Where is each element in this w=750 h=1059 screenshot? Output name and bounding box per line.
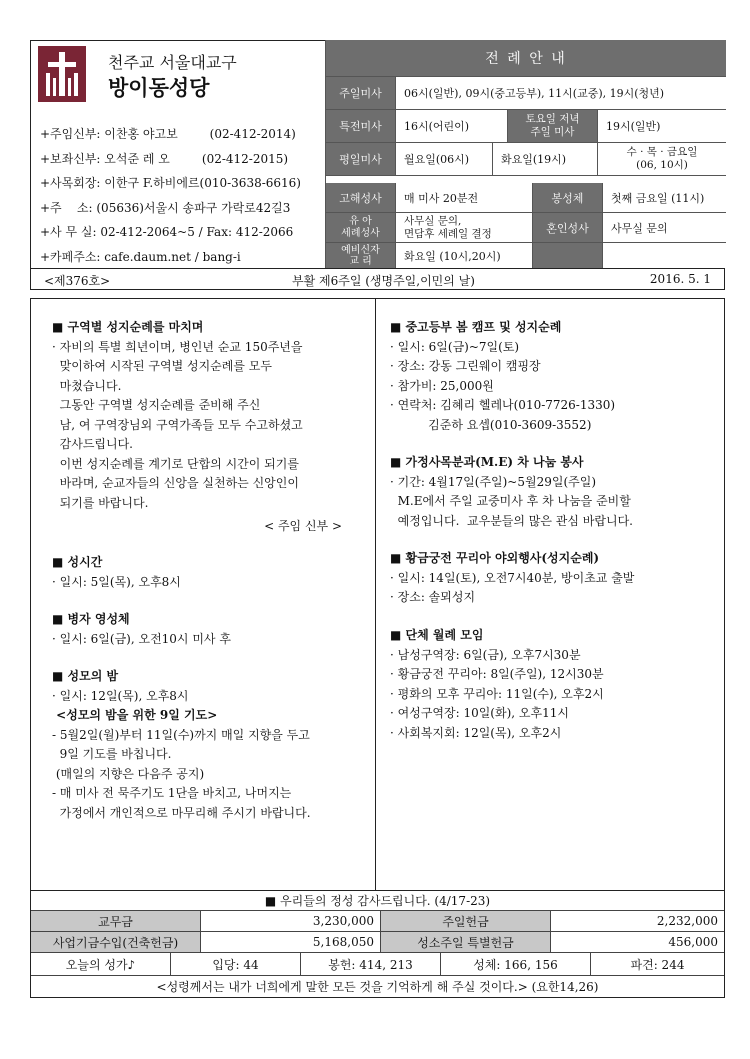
text-line: · 사회복지회: 12일(목), 오후2시 <box>390 725 562 740</box>
text-line: 마쳤습니다. <box>52 378 122 393</box>
text-line: · 참가비: 25,000원 <box>390 378 494 393</box>
offering-label: 주일헌금 <box>381 911 551 931</box>
text-line: 가정에서 개인적으로 마무리해 주시기 바랍니다. <box>52 805 311 820</box>
infant-baptism-label: 유 아 세례성사 <box>326 213 396 243</box>
text-line: 그동안 구역별 성지순례를 준비해 주신 <box>52 398 261 412</box>
section-youth-camp <box>390 318 720 435</box>
text-line: 맞이하여 시작된 구역별 성지순례를 모두 <box>52 359 272 373</box>
text-line: 되기를 바랍니다. <box>52 495 149 510</box>
adoration-value: 첫째 금요일 (11시) <box>603 183 726 213</box>
offering-label: 교무금 <box>31 911 201 931</box>
adoration-label: 봉성체 <box>533 183 603 213</box>
offering-row <box>31 932 724 953</box>
offering-amount: 456,000 <box>668 935 718 949</box>
empty-value-cell <box>603 243 726 268</box>
staff-row-address: +주 소: (05636)서울시 송파구 가락로42길3 <box>40 200 291 215</box>
hymn-entrance: 입당: 44 <box>171 953 301 975</box>
text-line: 바라며, 순교자들의 신앙을 실천하는 신앙인이 <box>52 476 299 490</box>
saturday-mass-label: 토요일 저녁 주일 미사 <box>508 110 598 143</box>
staff-row-cafe[interactable]: +카페주소: cafe.daum.net / bang-i <box>40 249 241 264</box>
text-line: · 여성구역장: 10일(화), 오후11시 <box>390 706 569 720</box>
section-mary-night <box>52 667 372 823</box>
signature: < 주임 신부 > <box>264 519 342 533</box>
section-title: ■ 성시간 <box>52 555 103 569</box>
text-line: 이번 성지순례를 계기로 단합의 시간이 되기를 <box>52 456 299 471</box>
text-line: · 장소: 강동 그린웨이 캠핑장 <box>390 359 541 373</box>
staff-info <box>40 122 301 269</box>
text-line: · 장소: 솔뫼성지 <box>390 590 476 604</box>
offering-amount: 3,230,000 <box>201 911 381 931</box>
confession-label: 고해성사 <box>326 183 396 213</box>
diocese-name: 천주교 서울대교구 <box>108 53 237 72</box>
special-mass-label: 특전미사 <box>326 110 396 143</box>
column-divider <box>375 298 376 890</box>
text-line: 김준하 요셉(010-3609-3552) <box>390 417 592 432</box>
hymn-row <box>31 953 724 976</box>
catechumen-label: 예비신자 교 리 <box>326 243 396 268</box>
liturgy-title: 전 례 안 내 <box>326 40 726 77</box>
verse-text: <성령께서는 내가 너희에게 말한 모든 것을 기억하게 해 주실 것이다.> (요한14,26) <box>156 980 599 994</box>
parish-logo <box>38 46 86 102</box>
section-monthly-meetings <box>390 626 720 743</box>
offering-table <box>31 890 724 998</box>
section-sick-communion <box>52 610 372 649</box>
catechumen-value: 화요일 (10시,20시) <box>396 243 533 268</box>
offering-row <box>31 911 724 932</box>
hymn-communion: 성체: 166, 156 <box>441 953 591 975</box>
text-line: · 황금궁전 꾸리아: 8일(주일), 12시30분 <box>390 667 604 681</box>
text-line: · 자비의 특별 희년이며, 병인년 순교 150주년을 <box>52 339 303 354</box>
offering-title-row <box>31 891 724 911</box>
staff-row-assistant: +보좌신부: 오석준 레 오 (02-412-2015) <box>40 151 289 166</box>
text-line: <성모의 밤을 위한 9일 기도> <box>52 708 218 722</box>
section-me-tea <box>390 453 720 531</box>
staff-row-council: +사목회장: 이한구 F.하비에르(010-3638-6616) <box>40 176 301 190</box>
text-line: M.E에서 주일 교중미사 후 차 나눔을 준비할 <box>390 494 631 508</box>
text-line: · 연락처: 김혜리 헬레나(010-7726-1330) <box>390 398 616 412</box>
issue-bar <box>30 268 725 291</box>
section-title: ■ 단체 월례 모임 <box>390 628 484 642</box>
text-line: 감사드립니다. <box>52 437 133 451</box>
issue-number: <제376호> <box>44 274 111 288</box>
sunday-title: 부활 제6주일 (생명주일,이민의 날) <box>292 274 475 288</box>
text-line: - 매 미사 전 묵주기도 1단을 바치고, 나머지는 <box>52 786 292 800</box>
text-line: 9일 기도를 바칩니다. <box>52 747 172 761</box>
saturday-mass-value: 19시(일반) <box>598 110 726 143</box>
liturgy-table <box>325 40 726 268</box>
staff-row-pastor: +주임신부: 이찬홍 야고보 (02-412-2014) <box>40 127 296 141</box>
bible-verse <box>31 976 724 997</box>
text-line: · 평화의 모후 꾸리아: 11일(수), 오후2시 <box>390 686 604 701</box>
hymn-dismissal: 파견: 244 <box>630 957 685 972</box>
church-cross-icon <box>38 46 86 102</box>
text-line: - 5월2일(월)부터 11일(수)까지 매일 지향을 두고 <box>52 727 310 742</box>
text-line: · 남성구역장: 6일(금), 오후7시30분 <box>390 647 581 662</box>
offering-label: 성소주일 특별헌금 <box>381 932 551 952</box>
sunday-mass-value: 06시(일반), 09시(중고등부), 11시(교중), 19시(청년) <box>396 77 726 110</box>
section-title: ■ 구역별 성지순례를 마치며 <box>52 320 204 334</box>
weekday-mon: 월요일(06시) <box>396 143 493 176</box>
weekday-tue: 화요일(19시) <box>493 143 598 176</box>
confession-value: 매 미사 20분전 <box>396 183 533 213</box>
text-line: · 일시: 14일(토), 오전7시40분, 방이초교 출발 <box>390 570 635 585</box>
weekday-rest: 수 · 목 · 금요일 (06, 10시) <box>598 143 726 176</box>
section-title: ■ 중고등부 봄 캠프 및 성지순례 <box>390 320 562 334</box>
sunday-mass-label: 주일미사 <box>326 77 396 110</box>
offering-amount: 5,168,050 <box>201 932 381 952</box>
hymn-label: 오늘의 성가♪ <box>31 953 171 975</box>
section-curia-outing <box>390 549 720 608</box>
empty-label-cell <box>533 243 603 268</box>
text-line: · 일시: 6일(금)~7일(토) <box>390 339 520 354</box>
text-line: · 일시: 5일(목), 오후8시 <box>52 574 181 589</box>
text-line: (매일의 지향은 다음주 공지) <box>52 766 205 781</box>
offering-label: 사업기금수입(건축헌금) <box>31 932 201 952</box>
weekday-mass-label: 평일미사 <box>326 143 396 176</box>
special-mass-value: 16시(어린이) <box>396 110 508 143</box>
section-title: ■ 가정사목분과(M.E) 차 나눔 봉사 <box>390 455 584 469</box>
offering-title: ■ 우리들의 정성 감사드립니다. (4/17-23) <box>264 894 491 908</box>
parish-name: 방이동성당 <box>108 76 210 100</box>
issue-date: 2016. 5. 1 <box>649 272 711 286</box>
text-line: · 일시: 12일(목), 오후8시 <box>52 688 189 703</box>
wedding-value: 사무실 문의 <box>603 213 726 243</box>
staff-row-office: +사 무 실: 02-412-2064~5 / Fax: 412-2066 <box>40 225 294 239</box>
wedding-label: 혼인성사 <box>533 213 603 243</box>
section-pilgrimage <box>52 318 372 537</box>
section-title: ■ 황금궁전 꾸리아 야외행사(성지순례) <box>390 551 600 565</box>
section-title: ■ 성모의 밤 <box>52 669 119 683</box>
text-line: 남, 여 구역장님외 구역가족들 모두 수고하셨고 <box>52 417 303 432</box>
offering-amount: 2,232,000 <box>656 914 718 928</box>
infant-baptism-value: 사무실 문의, 면담후 세례일 결정 <box>396 213 533 243</box>
section-title: ■ 병자 영성체 <box>52 612 130 626</box>
text-line: · 일시: 6일(금), 오전10시 미사 후 <box>52 631 231 646</box>
hymn-offertory: 봉헌: 414, 213 <box>301 953 441 975</box>
text-line: 예정입니다. 교우분들의 많은 관심 바랍니다. <box>390 513 633 528</box>
text-line: · 기간: 4월17일(주일)~5월29일(주일) <box>390 474 596 489</box>
section-holy-hour <box>52 553 372 592</box>
